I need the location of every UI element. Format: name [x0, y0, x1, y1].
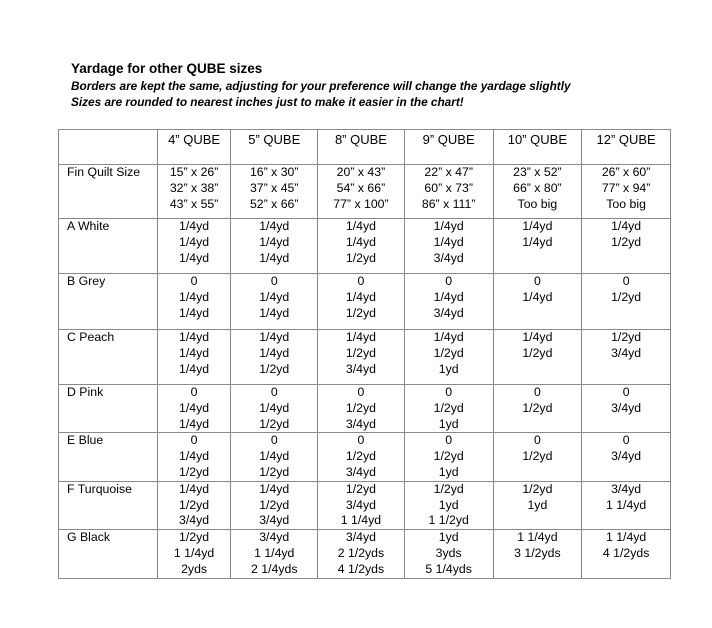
note-borders: Borders are kept the same, adjusting for your preference will change the yardage slightly [71, 79, 571, 93]
cell-line: 1/2yd [345, 400, 376, 415]
cell-line: 1/4yd [179, 289, 210, 304]
table-row [59, 433, 671, 481]
cell-line: 1/4yd [179, 250, 210, 265]
cell-line: 1/4yd [433, 330, 464, 344]
table-cell [157, 481, 231, 529]
row-label: C Peach [59, 330, 158, 385]
cell-line: 1/4yd [179, 400, 210, 415]
cell-line: 1/4yd [179, 219, 210, 233]
cell-line: 1/4yd [522, 330, 553, 344]
cell-line: 2 1/2yds [337, 545, 385, 560]
cell-line: 1/4yd [522, 234, 553, 249]
table-cell [493, 433, 582, 481]
table-cell [493, 165, 582, 219]
column-header: 10” QUBE [493, 130, 582, 165]
cell-line: 43” x 55” [169, 196, 219, 211]
table-cell [493, 385, 582, 433]
cell-line: 1 1/4yd [605, 530, 647, 545]
cell-line: 1yd [438, 361, 459, 376]
cell-line: 0 [270, 274, 278, 288]
cell-line: 0 [190, 274, 198, 288]
cell-line: 1/4yd [345, 330, 376, 344]
cell-line: 1/4yd [345, 289, 376, 304]
table-cell [157, 433, 231, 481]
table-cell [493, 219, 582, 274]
cell-line: 1/4yd [179, 361, 210, 376]
table-cell [318, 433, 405, 481]
cell-line: 3/4yd [259, 513, 290, 528]
cell-line: 20” x 43” [336, 165, 386, 179]
cell-line: 1/4yd [179, 234, 210, 249]
cell-line: 1yd [438, 530, 459, 545]
cell-line: 2yds [181, 561, 208, 576]
cell-line: 23” x 52” [513, 165, 562, 179]
table-row [59, 165, 671, 219]
cell-line: 1 1/4yd [605, 497, 647, 512]
cell-line: 5 1/4yds [425, 561, 472, 576]
table-cell [318, 385, 405, 433]
cell-line: 3/4yd [345, 416, 376, 431]
column-header: 12” QUBE [582, 130, 671, 165]
table-cell [493, 330, 582, 385]
table-cell [157, 274, 231, 330]
cell-line: 3/4yd [611, 400, 642, 415]
cell-line: 1/2yd [179, 464, 210, 479]
cell-line: 1/2yd [522, 400, 553, 415]
table-cell [318, 274, 405, 330]
table-cell [493, 274, 582, 330]
table-cell [582, 530, 671, 578]
note-rounding: Sizes are rounded to nearest inches just to make it easier in the chart! [71, 95, 464, 109]
table-cell [493, 481, 582, 529]
table-cell [318, 530, 405, 578]
table-cell [582, 433, 671, 481]
table-cell [582, 330, 671, 385]
cell-line: 3/4yd [611, 345, 642, 360]
cell-line: 1/4yd [259, 481, 290, 496]
column-header: 5” QUBE [231, 130, 318, 165]
cell-line: 1/4yd [522, 289, 553, 304]
cell-line: 1/2yd [179, 497, 210, 512]
table-row [59, 530, 671, 578]
page-title: Yardage for other QUBE sizes [71, 61, 263, 76]
table-cell [404, 433, 493, 481]
cell-line: 1/2yd [522, 345, 553, 360]
cell-line: 1/2yd [345, 481, 376, 496]
cell-line: 32” x 38” [169, 180, 219, 195]
table-cell [404, 219, 493, 274]
table-cell [231, 330, 318, 385]
table-cell [231, 165, 318, 219]
cell-line: 1/4yd [433, 289, 464, 304]
cell-line: 1/2yd [345, 250, 376, 265]
cell-line: 1/2yd [345, 449, 376, 464]
cell-line: 0 [445, 385, 453, 399]
table-cell [157, 530, 231, 578]
cell-line: 1/4yd [433, 234, 464, 249]
cell-line: Too big [517, 196, 558, 211]
table-cell [231, 385, 318, 433]
cell-line: 3/4yd [345, 530, 376, 545]
header-row [59, 130, 671, 165]
yardage-table [58, 129, 671, 579]
cell-line: 3yds [435, 545, 462, 560]
cell-line: 1/4yd [179, 449, 210, 464]
cell-line: 1/2yd [259, 497, 290, 512]
cell-line: 1 1/4yd [340, 513, 382, 528]
cell-line: 1/2yd [259, 464, 290, 479]
cell-line: 66” x 80” [513, 180, 562, 195]
cell-line: 1/2yd [433, 400, 464, 415]
row-label: Fin Quilt Size [59, 165, 158, 219]
cell-line: Too big [606, 196, 646, 211]
cell-line: 1/4yd [259, 330, 290, 344]
cell-line: 54” x 66” [336, 180, 386, 195]
table-cell [582, 481, 671, 529]
row-label: B Grey [59, 274, 158, 330]
cell-line: 77” x 100” [333, 196, 389, 211]
cell-line: 1/4yd [611, 219, 642, 233]
table-row [59, 219, 671, 274]
cell-line: 86” x 111” [421, 196, 476, 211]
heading-block [71, 60, 571, 110]
cell-line: 1/4yd [179, 481, 210, 496]
cell-line: 3/4yd [611, 449, 642, 464]
table-cell [231, 274, 318, 330]
cell-line: 1/2yd [433, 449, 464, 464]
cell-line: 1/4yd [179, 416, 210, 431]
cell-line: 1/4yd [259, 400, 290, 415]
cell-line: 1/4yd [259, 250, 290, 265]
cell-line: 1/4yd [259, 234, 290, 249]
cell-line: 0 [622, 433, 630, 448]
row-label: E Blue [59, 433, 158, 481]
cell-line: 1yd [438, 464, 459, 479]
table-cell [582, 385, 671, 433]
cell-line: 0 [357, 433, 365, 448]
cell-line: 1yd [527, 497, 548, 512]
row-label: D Pink [59, 385, 158, 433]
cell-line: 1/2yd [345, 345, 376, 360]
table-cell [404, 330, 493, 385]
cell-line: 26” x 60” [601, 165, 651, 179]
table-cell [404, 165, 493, 219]
table-cell [582, 219, 671, 274]
cell-line: 1/4yd [259, 449, 290, 464]
table-cell [404, 274, 493, 330]
cell-line: 3/4yd [179, 513, 210, 528]
table-cell [318, 165, 405, 219]
cell-line: 1/4yd [259, 289, 290, 304]
cell-line: 0 [190, 385, 198, 399]
cell-line: 1/4yd [179, 305, 210, 320]
cell-line: 3/4yd [611, 481, 642, 496]
table-cell [231, 433, 318, 481]
cell-line: 1/2yd [179, 530, 210, 545]
cell-line: 3/4yd [433, 305, 464, 320]
cell-line: 0 [445, 433, 453, 448]
cell-line: 0 [357, 385, 365, 399]
table-row [59, 274, 671, 330]
cell-line: 0 [622, 385, 630, 399]
cell-line: 1/4yd [179, 330, 210, 344]
cell-line: 1/4yd [259, 219, 290, 233]
cell-line: 22” x 47” [424, 165, 473, 179]
column-header: 8” QUBE [318, 130, 405, 165]
cell-line: 77” x 94” [601, 180, 651, 195]
cell-line: 1/2yd [522, 481, 553, 496]
table-cell [157, 385, 231, 433]
cell-line: 3/4yd [345, 464, 376, 479]
table-row [59, 385, 671, 433]
cell-line: 15” x 26” [169, 165, 219, 179]
cell-line: 0 [357, 274, 365, 288]
table-row [59, 481, 671, 529]
table-cell [157, 165, 231, 219]
table-cell [318, 481, 405, 529]
cell-line: 1/4yd [345, 219, 376, 233]
header-corner [59, 130, 158, 165]
cell-line: 3/4yd [345, 361, 376, 376]
cell-line: 1/2yd [522, 449, 553, 464]
cell-line: 3/4yd [259, 530, 290, 545]
cell-line: 1/4yd [345, 234, 376, 249]
cell-line: 1/4yd [259, 345, 290, 360]
cell-line: 1yd [438, 416, 459, 431]
cell-line: 1 1/4yd [517, 530, 558, 545]
cell-line: 16” x 30” [249, 165, 299, 179]
cell-line: 1/4yd [179, 345, 210, 360]
table-cell [582, 274, 671, 330]
cell-line: 4 1/2yds [602, 545, 650, 560]
cell-line: 52” x 66” [249, 196, 299, 211]
cell-line: 1/2yd [345, 305, 376, 320]
column-header: 9” QUBE [404, 130, 493, 165]
cell-line: 1/2yd [611, 289, 642, 304]
cell-line: 1/2yd [259, 361, 290, 376]
cell-line: 0 [190, 433, 198, 448]
row-label: G Black [59, 530, 158, 578]
cell-line: 1 1/2yd [428, 513, 469, 528]
table-row [59, 330, 671, 385]
cell-line: 1/2yd [433, 345, 464, 360]
row-label: F Turquoise [59, 481, 158, 529]
column-header: 4” QUBE [157, 130, 231, 165]
table-cell [582, 165, 671, 219]
table-cell [231, 481, 318, 529]
cell-line: 2 1/4yds [250, 561, 298, 576]
cell-line: 0 [445, 274, 453, 288]
cell-line: 1/2yd [611, 234, 642, 249]
table-cell [157, 330, 231, 385]
table-cell [404, 530, 493, 578]
cell-line: 0 [622, 274, 630, 288]
cell-line: 0 [533, 433, 541, 448]
row-label: A White [59, 219, 158, 274]
cell-line: 1/2yd [433, 481, 464, 496]
cell-line: 60” x 73” [424, 180, 473, 195]
cell-line: 1yd [438, 497, 459, 512]
table-cell [493, 530, 582, 578]
cell-line: 3 1/2yds [514, 545, 561, 560]
cell-line: 3/4yd [433, 250, 464, 265]
cell-line: 1/4yd [522, 219, 553, 233]
table-cell [318, 219, 405, 274]
cell-line: 1/2yd [259, 416, 290, 431]
cell-line: 1 1/4yd [254, 545, 295, 560]
cell-line: 1/4yd [259, 305, 290, 320]
cell-line: 0 [270, 433, 278, 448]
table-cell [231, 530, 318, 578]
cell-line: 0 [270, 385, 278, 399]
cell-line: 4 1/2yds [337, 561, 385, 576]
table-cell [404, 385, 493, 433]
cell-line: 3/4yd [345, 497, 376, 512]
cell-line: 1/4yd [433, 219, 464, 233]
table-cell [318, 330, 405, 385]
table-cell [231, 219, 318, 274]
table-cell [157, 219, 231, 274]
cell-line: 1 1/4yd [173, 545, 215, 560]
table-cell [404, 481, 493, 529]
cell-line: 0 [533, 274, 541, 288]
cell-line: 0 [533, 385, 541, 399]
cell-line: 37” x 45” [249, 180, 299, 195]
cell-line: 1/2yd [611, 330, 642, 344]
